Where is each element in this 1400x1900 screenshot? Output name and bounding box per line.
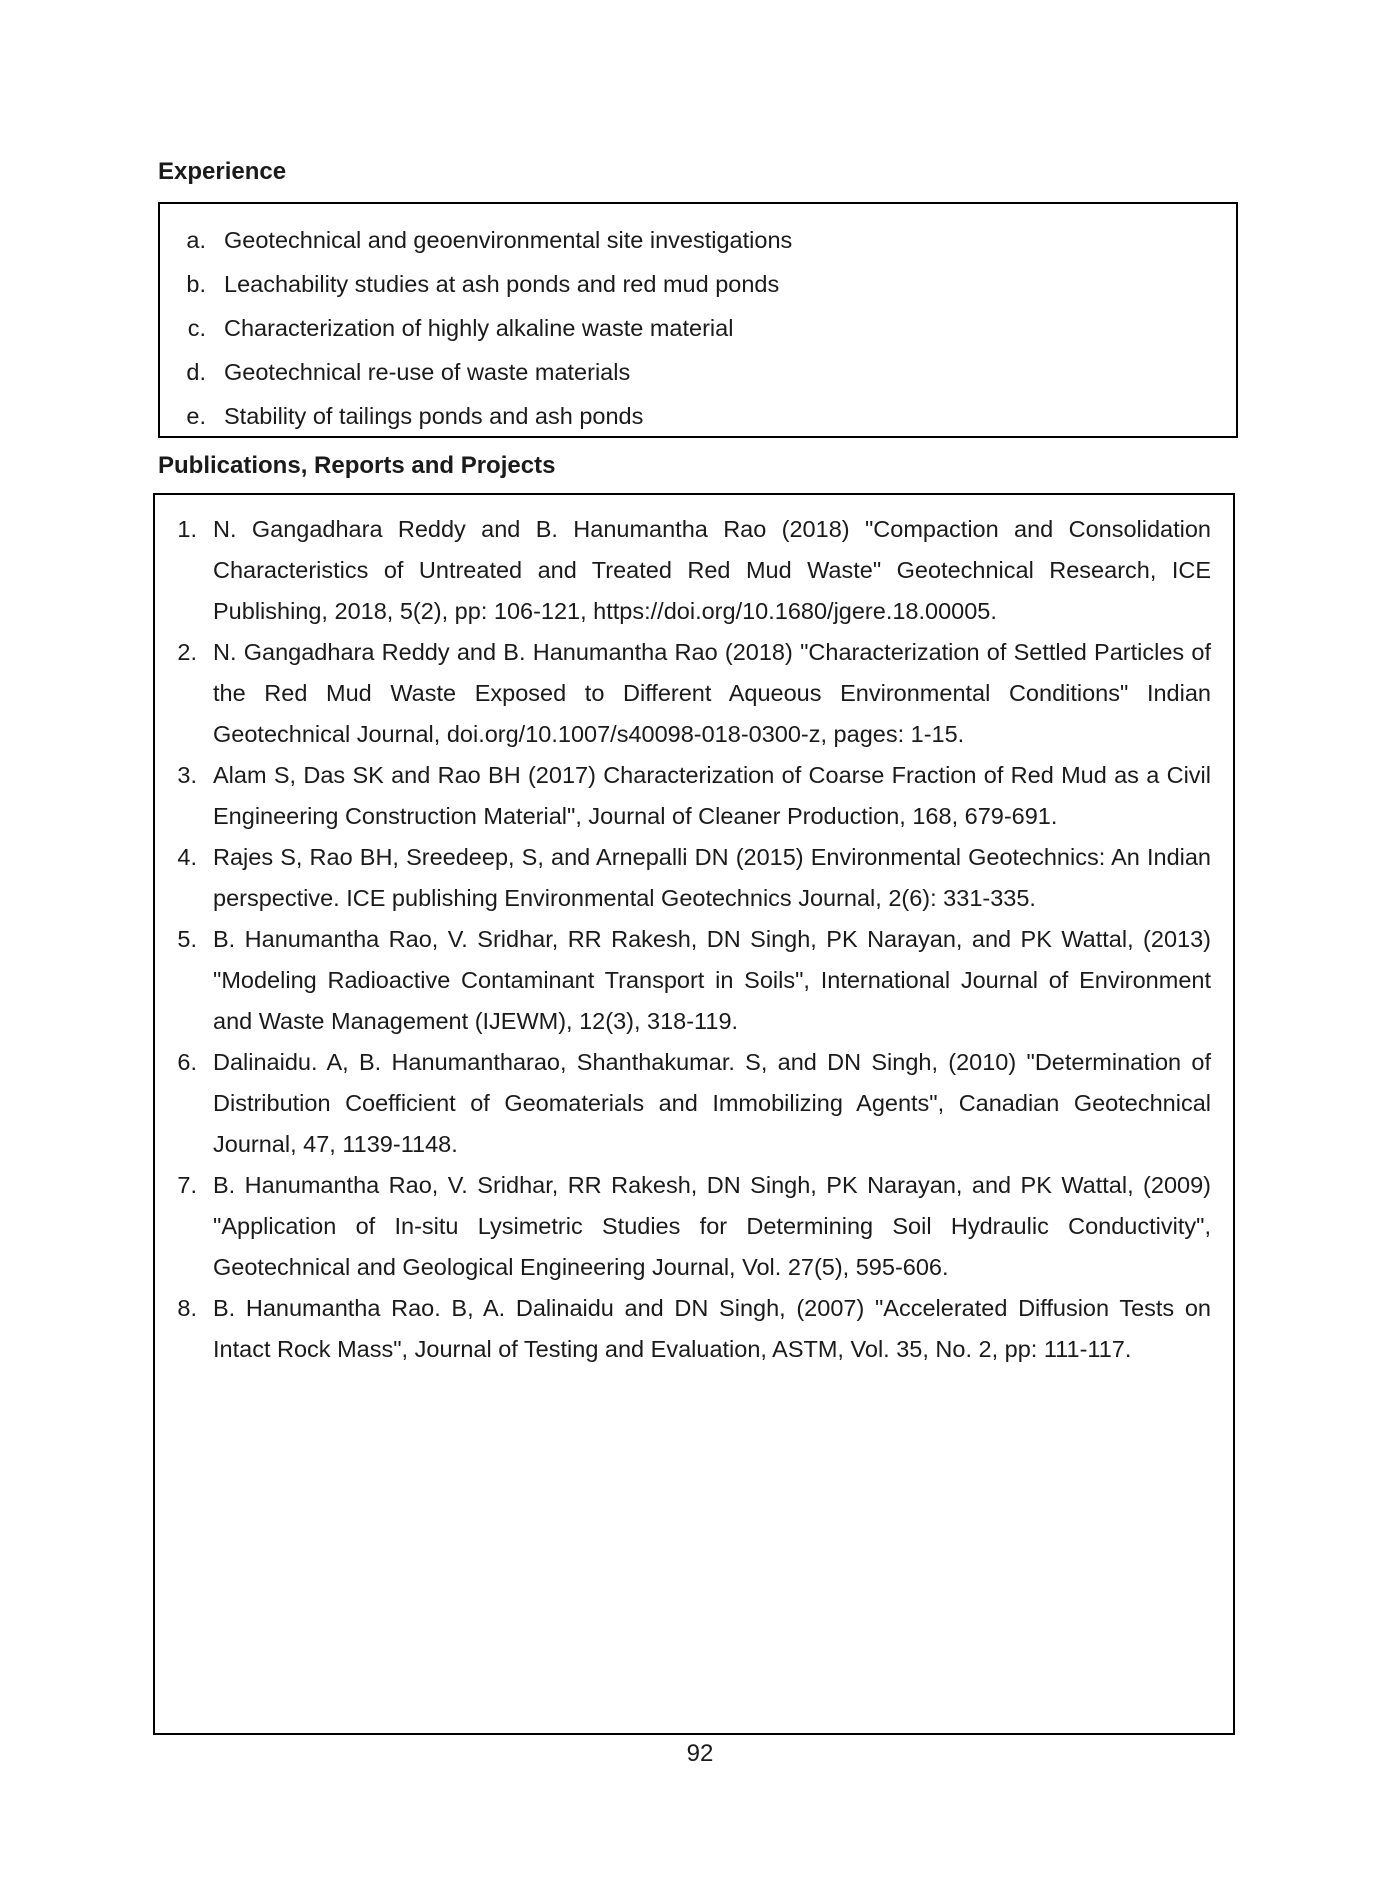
- experience-item: [160, 218, 1236, 262]
- experience-box: [158, 202, 1238, 438]
- publication-item: [155, 1288, 1211, 1370]
- list-marker: 8.: [177, 1295, 197, 1321]
- list-marker: 7.: [177, 1172, 197, 1198]
- publication-text: B. Hanumantha Rao. B, A. Dalinaidu and DN Singh, (2007) "Accelerated Diffusion Tests on Intact Rock Mass", Journal of Testing and Evaluation, ASTM, Vol. 35, No. 2, pp: 111-117.: [213, 1295, 1211, 1362]
- publication-item: [155, 1165, 1211, 1288]
- list-marker: 5.: [177, 926, 197, 952]
- page-number: 92: [686, 1740, 714, 1767]
- publication-item: [155, 509, 1211, 632]
- publication-item: [155, 632, 1211, 755]
- list-marker: d.: [186, 359, 206, 385]
- experience-item: [160, 394, 1236, 438]
- publication-text: B. Hanumantha Rao, V. Sridhar, RR Rakesh, DN Singh, PK Narayan, and PK Wattal, (2013) "Modeling Radioactive Contaminant Transport in Soils", International Journal of Environment and Waste Management (IJEWM), 12(3), 318-119.: [213, 926, 1211, 1034]
- publication-item: [155, 755, 1211, 837]
- experience-item: [160, 350, 1236, 394]
- publications-list: [155, 495, 1233, 1370]
- list-marker: b.: [186, 271, 206, 297]
- list-item-text: Geotechnical re-use of waste materials: [224, 359, 631, 385]
- publication-text: Rajes S, Rao BH, Sreedeep, S, and Arnepalli DN (2015) Environmental Geotechnics: An Indian perspective. ICE publishing Environmental Geotechnics Journal, 2(6): 331-335.: [213, 844, 1211, 911]
- list-item-text: Stability of tailings ponds and ash ponds: [224, 403, 644, 429]
- list-marker: 3.: [177, 762, 197, 788]
- list-marker: c.: [187, 315, 206, 341]
- publication-text: Dalinaidu. A, B. Hanumantharao, Shanthakumar. S, and DN Singh, (2010) "Determination of Distribution Coefficient of Geomaterials and Immobilizing Agents", Canadian Geotechnical Journal, 47, 1139-1148.: [213, 1049, 1211, 1157]
- list-marker: e.: [186, 403, 206, 429]
- publication-text: N. Gangadhara Reddy and B. Hanumantha Rao (2018) "Compaction and Consolidation Characteristics of Untreated and Treated Red Mud Waste" Geotechnical Research, ICE Publishing, 2018, 5(2), pp: 106-121, https://doi.org/10.1680/jgere.18.00005.: [213, 516, 1211, 624]
- list-item-text: Leachability studies at ash ponds and red mud ponds: [224, 271, 780, 297]
- list-marker: 1.: [177, 516, 197, 542]
- publication-item: [155, 1042, 1211, 1165]
- publication-text: Alam S, Das SK and Rao BH (2017) Characterization of Coarse Fraction of Red Mud as a Civil Engineering Construction Material", Journal of Cleaner Production, 168, 679-691.: [213, 762, 1211, 829]
- publication-item: [155, 919, 1211, 1042]
- experience-item: [160, 306, 1236, 350]
- publications-box: [153, 493, 1235, 1735]
- publication-text: N. Gangadhara Reddy and B. Hanumantha Rao (2018) "Characterization of Settled Particles of the Red Mud Waste Exposed to Different Aqueous Environmental Conditions" Indian Geotechnical Journal, doi.org/10.1007/s40098-018-0300-z, pages: 1-15.: [213, 639, 1211, 747]
- list-marker: 6.: [177, 1049, 197, 1075]
- experience-item: [160, 262, 1236, 306]
- list-marker: 4.: [177, 844, 197, 870]
- list-item-text: Characterization of highly alkaline waste material: [224, 315, 734, 341]
- publication-item: [155, 837, 1211, 919]
- experience-heading: Experience: [158, 158, 287, 185]
- list-marker: a.: [186, 227, 206, 253]
- experience-list: [160, 204, 1236, 438]
- publications-heading: Publications, Reports and Projects: [158, 452, 556, 479]
- list-marker: 2.: [177, 639, 197, 665]
- publication-text: B. Hanumantha Rao, V. Sridhar, RR Rakesh, DN Singh, PK Narayan, and PK Wattal, (2009) "Application of In-situ Lysimetric Studies for Determining Soil Hydraulic Conductivity", Geotechnical and Geological Engineering Journal, Vol. 27(5), 595-606.: [213, 1172, 1211, 1280]
- list-item-text: Geotechnical and geoenvironmental site investigations: [224, 227, 793, 253]
